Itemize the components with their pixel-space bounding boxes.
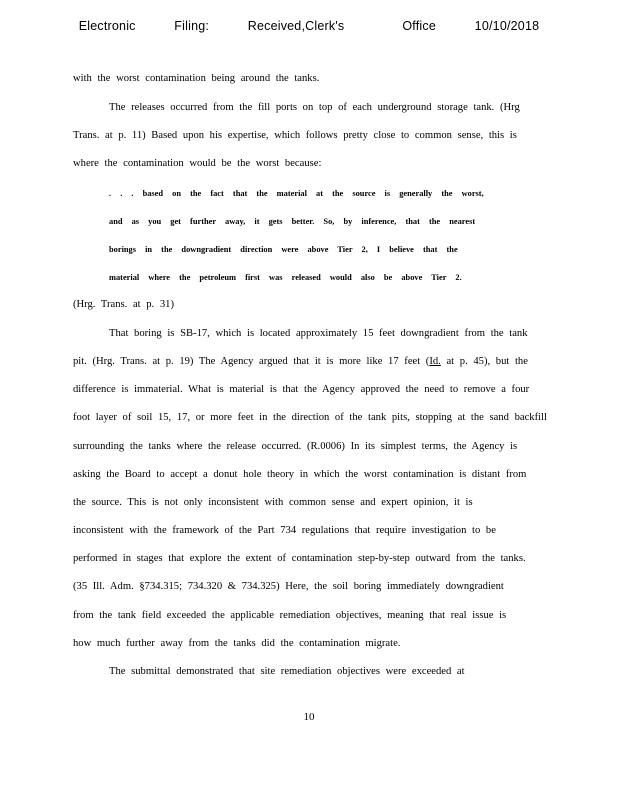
body-line: That boring is SB-17, which is located approximately 15 feet downgradient from the tank — [109, 328, 528, 339]
block-quote-line: . . . based on the fact that the material at the source is generally the worst, — [109, 189, 484, 198]
body-line: Trans. at p. 11) Based upon his expertise, which follows pretty close to common sense, this is — [73, 130, 517, 141]
body-line: how much further away from the tanks did the contamination migrate. — [73, 638, 401, 649]
body-line: The releases occurred from the fill ports on top of each underground storage tank. (Hrg — [109, 102, 520, 113]
body-line: difference is immaterial. What is material is that the Agency approved the need to remove a four — [73, 384, 530, 395]
filing-header: Electronic Filing: Received,Clerk's Office 10/10/2018 — [78, 19, 540, 33]
body-line: The submittal demonstrated that site remediation objectives were exceeded at — [109, 666, 465, 677]
page-number: 10 — [303, 711, 315, 723]
body-line: foot layer of soil 15, 17, or more feet in the direction of the tank pits, stopping at the sand backfill — [73, 412, 547, 423]
body-line: (35 Ill. Adm. §734.315; 734.320 & 734.325) Here, the soil boring immediately downgradient — [73, 581, 504, 592]
body-line: from the tank field exceeded the applicable remediation objectives, meaning that real issue is — [73, 610, 507, 621]
citation: (Hrg. Trans. at p. 31) — [73, 299, 174, 310]
body-line: pit. (Hrg. Trans. at p. 19) The Agency argued that it is more like 17 feet (Id. at p. 45), but the — [73, 356, 528, 367]
body-line: performed in stages that explore the extent of contamination step-by-step outward from the tanks. — [73, 553, 526, 564]
body-line: with the worst contamination being around the tanks. — [73, 73, 320, 84]
block-quote-line: borings in the downgradient direction were above Tier 2, I believe that the — [109, 245, 458, 254]
body-line: inconsistent with the framework of the Part 734 regulations that require investigation to be — [73, 525, 496, 536]
body-line: asking the Board to accept a donut hole theory in which the worst contamination is distant from — [73, 469, 527, 480]
block-quote-line: material where the petroleum first was released would also be above Tier 2. — [109, 273, 462, 282]
block-quote-line: and as you get further away, it gets better. So, by inference, that the nearest — [109, 217, 476, 226]
body-line: where the contamination would be the worst because: — [73, 158, 322, 169]
id-citation: Id. — [429, 356, 441, 367]
body-line: surrounding the tanks where the release occurred. (R.0006) In its simplest terms, the Agency is — [73, 441, 518, 452]
body-line: the source. This is not only inconsistent with common sense and expert opinion, it is — [73, 497, 473, 508]
